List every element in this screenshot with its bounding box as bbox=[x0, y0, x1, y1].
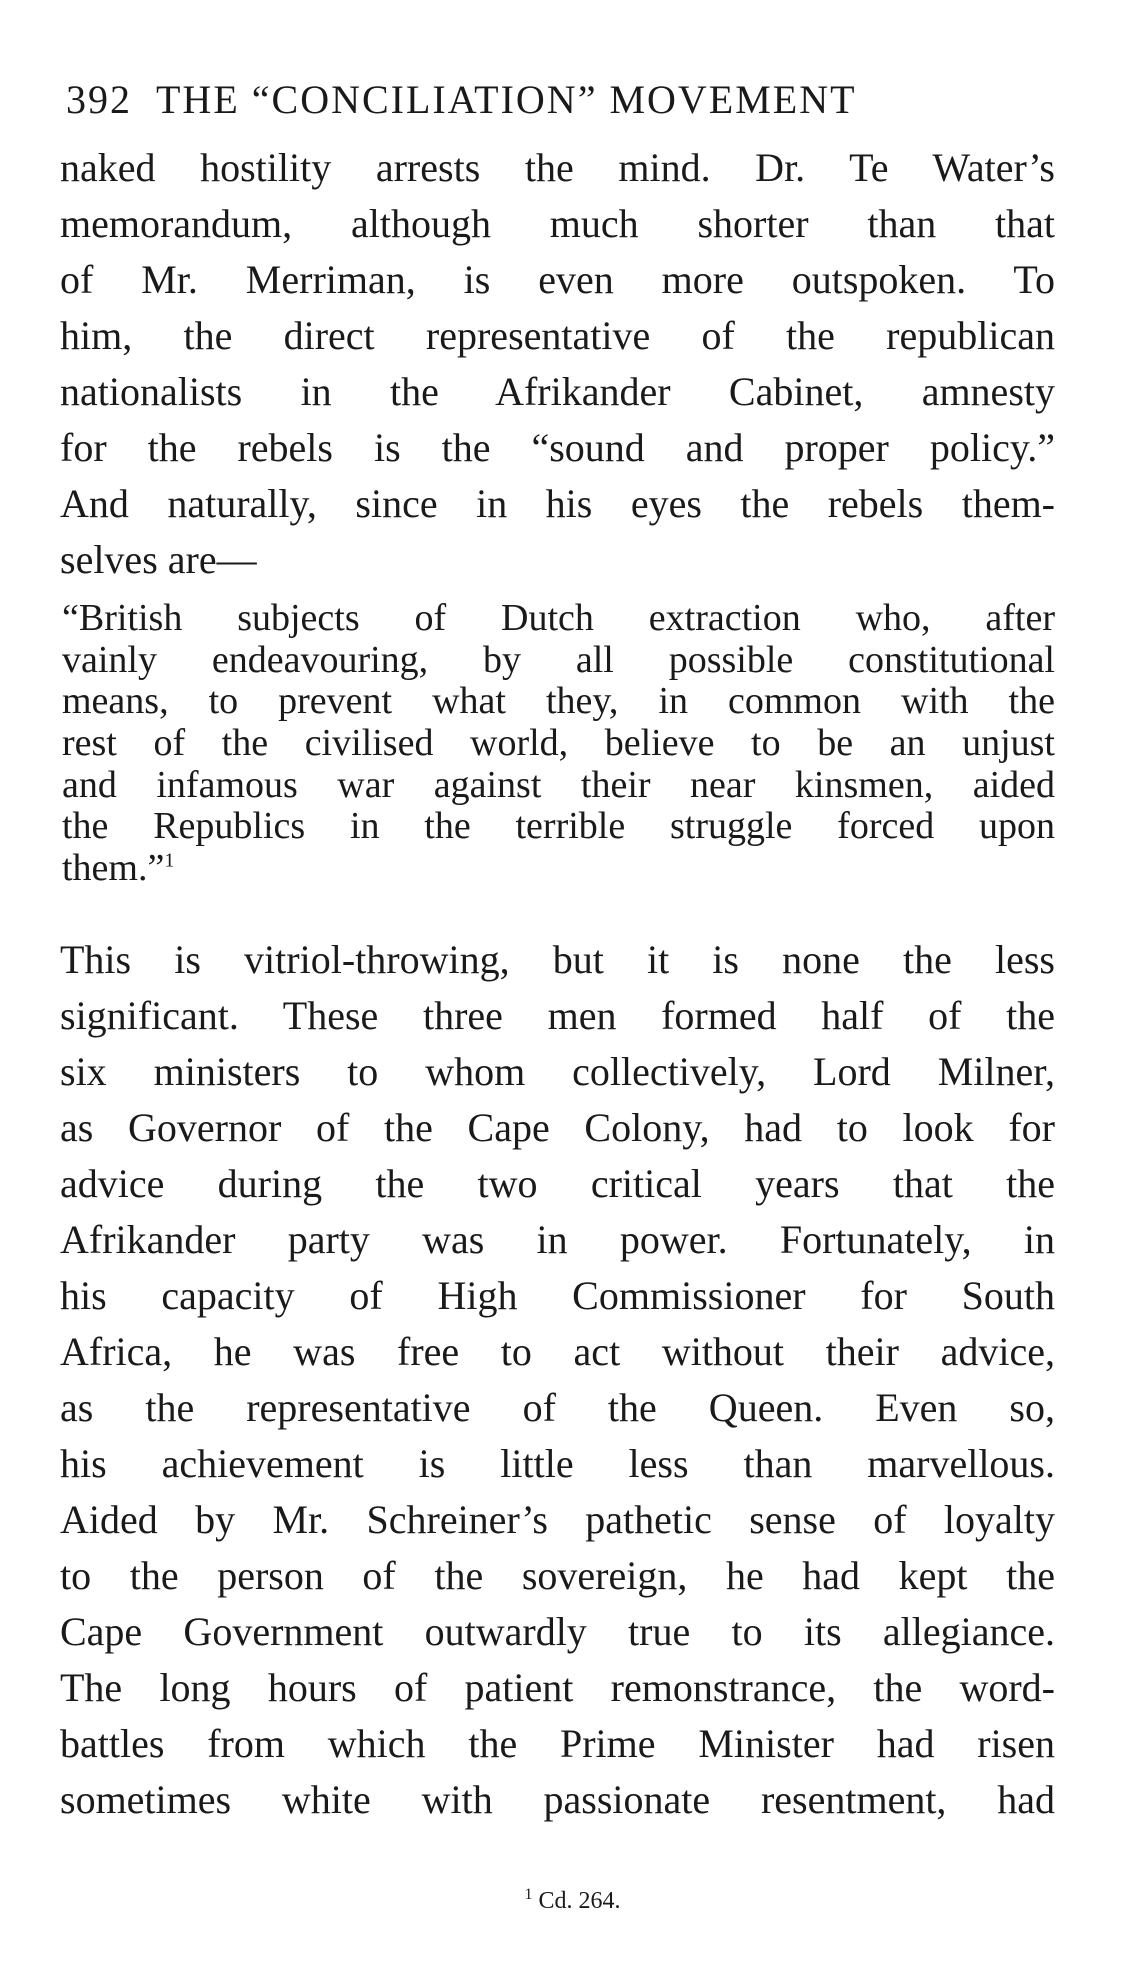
text-line: his capacity of High Commissioner for South bbox=[60, 1273, 1055, 1318]
footnote-text: Cd. 264. bbox=[538, 1888, 621, 1914]
quote-line-last bbox=[62, 848, 1055, 890]
text-line: as Governor of the Cape Colony, had to look for bbox=[60, 1105, 1055, 1150]
text-line: naked hostility arrests the mind. Dr. Te Water’s bbox=[60, 145, 1055, 190]
text-line: to the person of the sovereign, he had kept the bbox=[60, 1553, 1055, 1598]
paragraph-1 bbox=[60, 140, 1055, 588]
text-line: advice during the two critical years that the bbox=[60, 1161, 1055, 1206]
page-number: 392 bbox=[66, 77, 132, 122]
text-line: him, the direct representative of the republican bbox=[60, 313, 1055, 358]
footnote bbox=[0, 1886, 1145, 1915]
quote-line-text: them.” bbox=[62, 847, 165, 890]
text-line: nationalists in the Afrikander Cabinet, amnesty bbox=[60, 369, 1055, 414]
quote-line: the Republics in the terrible struggle forced upon bbox=[62, 805, 1055, 848]
text-line: Afrikander party was in power. Fortunately, in bbox=[60, 1217, 1055, 1262]
text-line: And naturally, since in his eyes the rebels them- bbox=[60, 481, 1055, 526]
text-line: memorandum, although much shorter than that bbox=[60, 201, 1055, 246]
chapter-title: THE “CONCILIATION” MOVEMENT bbox=[156, 77, 857, 122]
text-line: The long hours of patient remonstrance, the word- bbox=[60, 1665, 1055, 1710]
text-line: This is vitriol-throwing, but it is none the less bbox=[60, 937, 1055, 982]
footnote-mark: 1 bbox=[524, 1886, 533, 1903]
quote-line: vainly endeavouring, by all possible constitutional bbox=[62, 638, 1055, 681]
text-line: Africa, he was free to act without their advice, bbox=[60, 1329, 1055, 1374]
running-head bbox=[66, 76, 1056, 126]
text-line: of Mr. Merriman, is even more outspoken. To bbox=[60, 257, 1055, 302]
footnote-reference: 1 bbox=[164, 849, 175, 872]
quote-line: rest of the civilised world, believe to be an unjust bbox=[62, 722, 1055, 765]
text-line: six ministers to whom collectively, Lord Milner, bbox=[60, 1049, 1055, 1094]
paragraph-2 bbox=[60, 932, 1055, 1828]
block-quotation bbox=[62, 598, 1055, 890]
text-line: sometimes white with passionate resentment, had bbox=[60, 1777, 1055, 1822]
text-line: significant. These three men formed half of the bbox=[60, 993, 1055, 1038]
text-line: selves are— bbox=[60, 537, 257, 582]
text-line: battles from which the Prime Minister had risen bbox=[60, 1721, 1055, 1766]
quote-line: “British subjects of Dutch extraction who, after bbox=[62, 597, 1055, 639]
quote-line: and infamous war against their near kinsmen, aided bbox=[62, 763, 1055, 806]
text-line: for the rebels is the “sound and proper policy.” bbox=[60, 425, 1055, 470]
quote-line: means, to prevent what they, in common with the bbox=[62, 680, 1055, 723]
text-line: his achievement is little less than marvellous. bbox=[60, 1441, 1055, 1486]
text-line: Aided by Mr. Schreiner’s pathetic sense of loyalty bbox=[60, 1497, 1055, 1542]
text-line: as the representative of the Queen. Even so, bbox=[60, 1385, 1055, 1430]
text-line: Cape Government outwardly true to its allegiance. bbox=[60, 1609, 1055, 1654]
